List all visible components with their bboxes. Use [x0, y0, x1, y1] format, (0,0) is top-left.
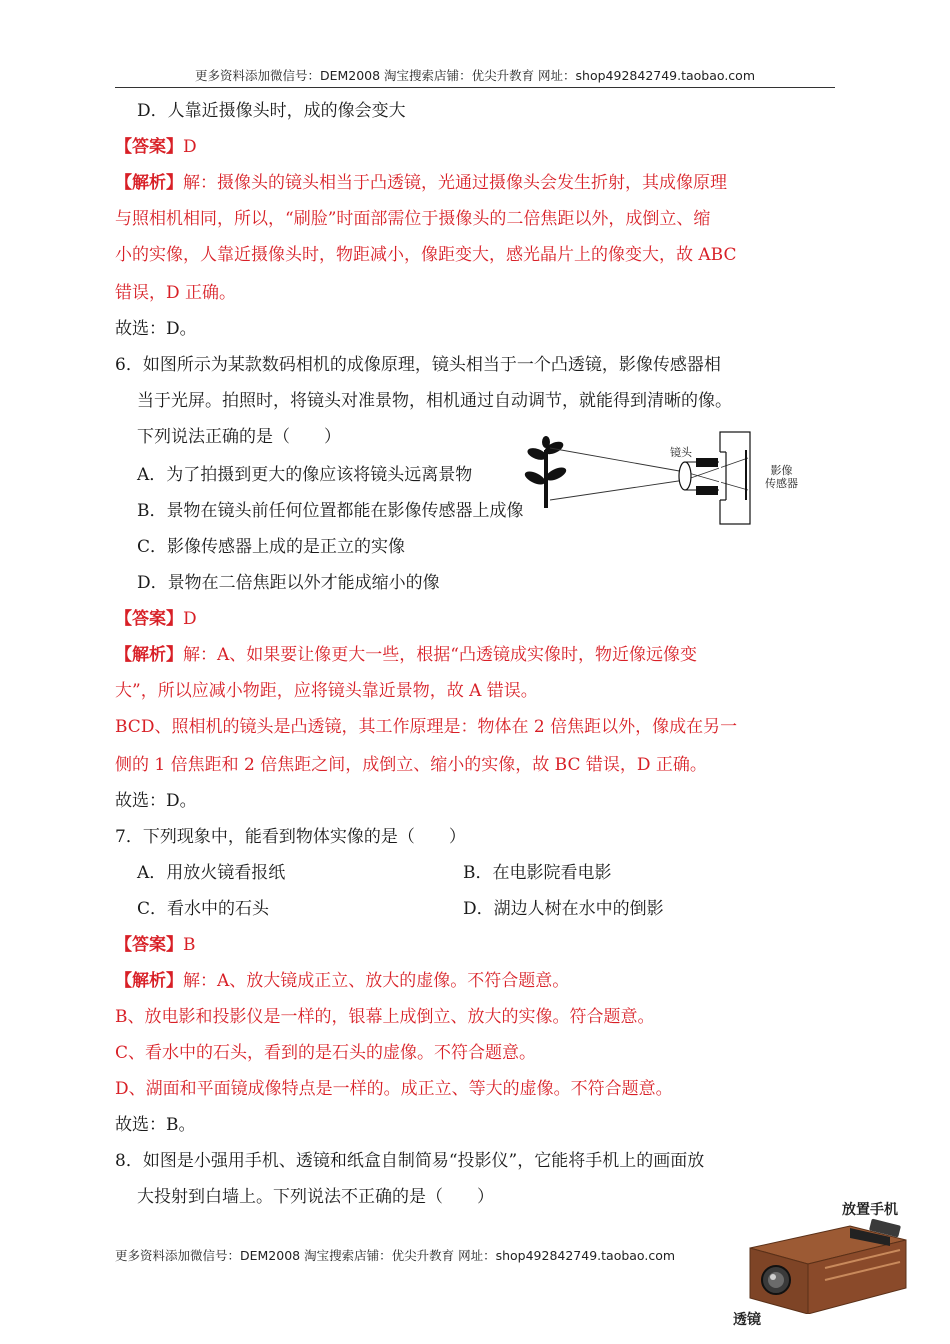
q5-analysis-line: [115, 172, 727, 194]
q5-conclusion: 故选：D。: [115, 319, 197, 339]
q6-option-c: C．影像传感器上成的是正立的实像: [137, 537, 406, 557]
q6-conclusion: 故选：D。: [115, 791, 197, 811]
answer-value: B: [183, 935, 196, 955]
lens-label: 镜头: [670, 446, 692, 459]
answer-tag: 【答案】: [115, 137, 183, 157]
q6-option-b: B．景物在镜头前任何位置都能在影像传感器上成像: [137, 501, 524, 521]
phone-label: 放置手机: [842, 1202, 898, 1218]
q6-analysis-line: 侧的 1 倍焦距和 2 倍焦距之间，成倒立、缩小的实像，故 BC 错误，D 正确。: [115, 755, 707, 775]
q7-analysis-line: D、湖面和平面镜成像特点是一样的。成正立、等大的虚像。不符合题意。: [115, 1079, 673, 1099]
q6-stem-line: 下列说法正确的是（ ）: [137, 427, 341, 447]
q5-analysis-line: 与照相机相同，所以，“刷脸”时面部需位于摄像头的二倍焦距以外，成倒立、缩: [115, 209, 711, 229]
sensor-label-line: 影像: [770, 464, 793, 477]
answer-value: D: [183, 137, 197, 157]
analysis-tag: 【解析】: [115, 971, 183, 991]
q7-option-b: B．在电影院看电影: [463, 863, 612, 883]
q5-analysis-line: 小的实像，人靠近摄像头时，物距减小，像距变大，感光晶片上的像变大，故 ABC: [115, 245, 737, 265]
q7-conclusion: 故选：B。: [115, 1115, 196, 1135]
answer-value: D: [183, 609, 197, 629]
q6-option-a: A．为了拍摄到更大的像应该将镜头远离景物: [137, 465, 473, 485]
q6-analysis-line: BCD、照相机的镜头是凸透镜，其工作原理是：物体在 2 倍焦距以外，像成在另一: [115, 717, 738, 737]
q6-analysis-line: [115, 644, 697, 666]
q5-option-d: D．人靠近摄像头时，成的像会变大: [137, 101, 406, 121]
analysis-tag: 【解析】: [115, 173, 183, 193]
q6-answer: [115, 608, 197, 630]
q7-option-a: A．用放火镜看报纸: [137, 863, 286, 883]
lens-label: 透镜: [733, 1312, 761, 1328]
q6-option-d: D．景物在二倍焦距以外才能成缩小的像: [137, 573, 440, 593]
header-divider: [115, 87, 835, 88]
camera-diagram: [520, 428, 820, 537]
sensor-label-line: 传感器: [765, 477, 798, 490]
light-rays: [550, 448, 748, 500]
camera-body: [720, 432, 750, 524]
q5-analysis-line: 错误，D 正确。: [115, 283, 237, 303]
projector-figure: [730, 1218, 910, 1318]
q5-answer: [115, 136, 197, 158]
q7-analysis-line: C、看水中的石头，看到的是石头的虚像。不符合题意。: [115, 1043, 537, 1063]
projector-box-icon: [730, 1218, 910, 1314]
plant-icon: [523, 436, 568, 508]
q7-option-c: C．看水中的石头: [137, 899, 270, 919]
page-footer: 更多资料添加微信号：DEM2008 淘宝搜索店铺：优尖升教育 网址：shop492842749.taobao.com: [115, 1248, 676, 1263]
analysis-text: 解：摄像头的镜头相当于凸透镜，光通过摄像头会发生折射，其成像原理: [183, 173, 727, 193]
answer-tag: 【答案】: [115, 935, 183, 955]
q8-stem-line: 大投射到白墙上。下列说法不正确的是（ ）: [137, 1187, 494, 1207]
sensor-label: [765, 464, 798, 490]
q7-analysis-line: [115, 970, 569, 992]
q7-analysis-line: B、放电影和投影仪是一样的，银幕上成倒立、放大的实像。符合题意。: [115, 1007, 655, 1027]
q6-stem-line: 当于光屏。拍照时，将镜头对准景物，相机通过自动调节，就能得到清晰的像。: [137, 391, 732, 411]
analysis-text: 解：A、放大镜成正立、放大的虚像。不符合题意。: [183, 971, 570, 991]
q8-stem-line: 8．如图是小强用手机、透镜和纸盒自制简易“投影仪”，它能将手机上的画面放: [115, 1151, 705, 1171]
q7-answer: [115, 934, 196, 956]
answer-tag: 【答案】: [115, 609, 183, 629]
q7-stem: 7．下列现象中，能看到物体实像的是（ ）: [115, 827, 466, 847]
q6-stem-line: 6．如图所示为某款数码相机的成像原理，镜头相当于一个凸透镜，影像传感器相: [115, 355, 721, 375]
analysis-text: 解：A、如果要让像更大一些，根据“凸透镜成实像时，物近像远像变: [183, 645, 697, 665]
q6-analysis-line: 大”，所以应减小物距，应将镜头靠近景物，故 A 错误。: [115, 681, 538, 701]
analysis-tag: 【解析】: [115, 645, 183, 665]
page-header: 更多资料添加微信号：DEM2008 淘宝搜索店铺：优尖升教育 网址：shop492842749.taobao.com: [194, 68, 756, 83]
q7-option-d: D．湖边人树在水中的倒影: [463, 899, 664, 919]
